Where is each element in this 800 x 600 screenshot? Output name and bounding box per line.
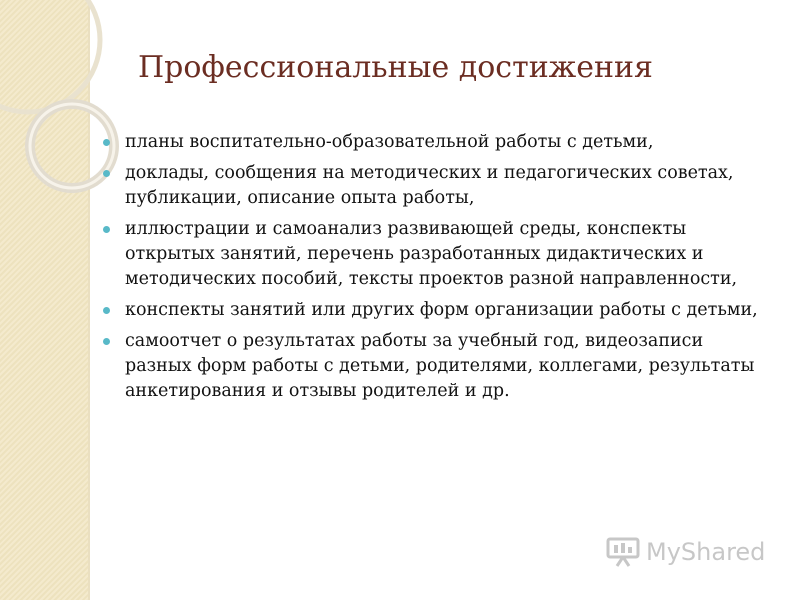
presentation-board-icon (606, 537, 640, 567)
bullet-item (103, 298, 763, 323)
bullet-item (103, 130, 763, 155)
bullet-item (103, 217, 763, 292)
bullet-text: самоотчет о результатах работы за учебный год, видеозаписи разных форм работы с детьми, родителями, коллегами, результаты анкетирования и отзывы родителей и др. (125, 331, 755, 401)
decorative-circle (0, 0, 100, 112)
bullet-text: конспекты занятий или других форм организации работы с детьми, (125, 300, 758, 320)
bullet-list (103, 130, 763, 410)
watermark-text: MyShared (646, 538, 766, 566)
bullet-text: планы воспитательно-образовательной работы с детьми, (125, 132, 654, 152)
bullet-item (103, 161, 763, 211)
bullet-dot-icon (103, 307, 110, 314)
slide-title: Профессиональные достижения (138, 50, 653, 85)
bullet-text: доклады, сообщения на методических и педагогических советах, публикации, описание опыта работы, (125, 163, 734, 208)
bullet-dot-icon (103, 170, 110, 177)
bullet-dot-icon (103, 338, 110, 345)
bullet-item (103, 329, 763, 404)
bullet-dot-icon (103, 226, 110, 233)
watermark-logo (606, 537, 765, 567)
bullet-dot-icon (103, 139, 110, 146)
decorative-ring-highlight (30, 104, 114, 188)
bullet-text: иллюстрации и самоанализ развивающей среды, конспекты открытых занятий, перечень разработанных дидактических и методических пособий, тексты проектов разной направленности, (125, 219, 738, 289)
